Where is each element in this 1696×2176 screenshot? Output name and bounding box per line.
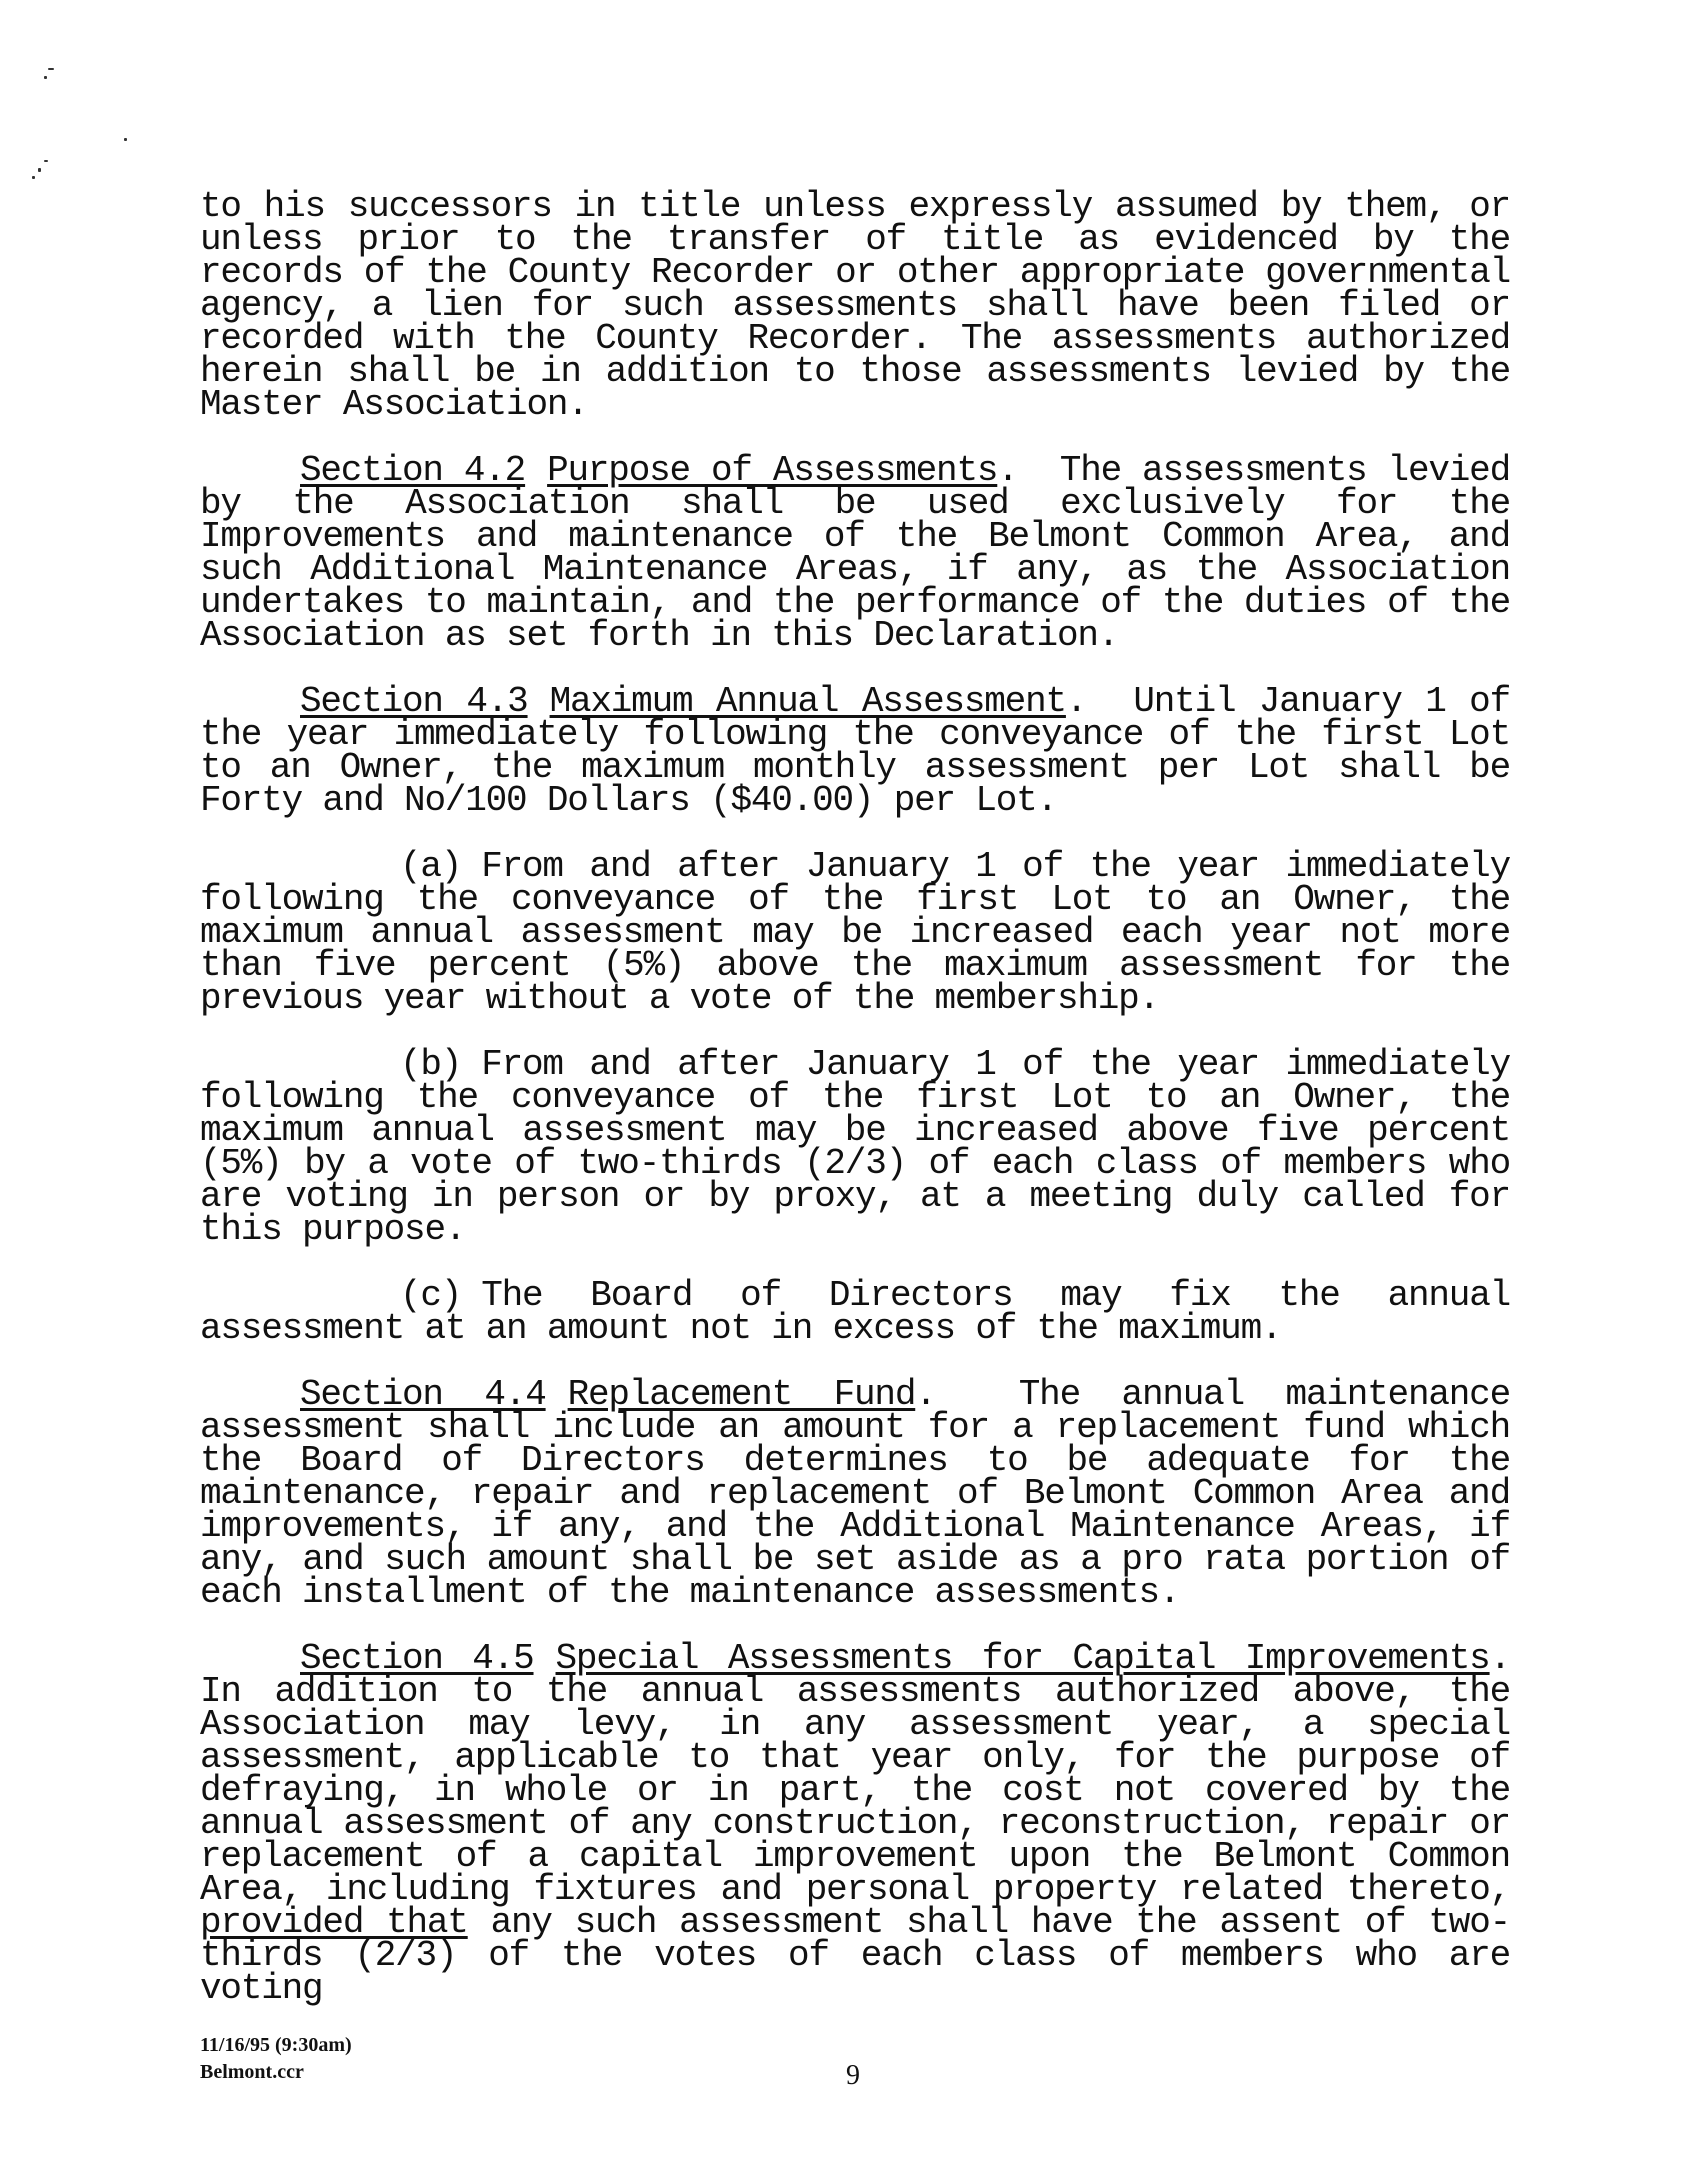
document-body [200,186,1511,2038]
section-number: Section 4.3 [300,681,528,722]
section-number: Section 4.4 [300,1374,546,1415]
subsection-label: (a) [400,846,462,887]
document-footer [200,2032,352,2086]
scan-speck [44,160,48,162]
section-title: Purpose of Assessments [547,450,998,491]
section-4-2: Section 4.2 Purpose of Assessments. The assessments levied by the Association shall be used exclusively for the Improvements and maintenance of the Belmont Common Area, and such Additional Maintenance Areas, if any, as the Association undertakes to maintain, and the performance of the duties of the Association as set forth in this Declaration. [200,450,1510,656]
section-text: Until January 1 of the year immediately following the conveyance of the first Lot to an Owner, the maximum monthly assessment per Lot shall be Forty and No/100 Dollars ($40.00) per Lot. [200,681,1510,821]
scan-speck [48,68,54,70]
section-text: The annual maintenance assessment shall include an amount for a replacement fund which the Board of Directors determines to be adequate for the maintenance, repair and replacement of Belmont Common Area and improvements, if any, and the Additional Maintenance Areas, if any, and such amount shall be set aside as a pro rata portion of each installment of the maintenance assessments. [200,1374,1510,1613]
footer-date: 11/16/95 (9:30am) [200,2034,352,2056]
footer-filename: Belmont.ccr [200,2061,304,2083]
subsection-label: (c) [400,1275,462,1316]
intro-text: to his successors in title unless expressly assumed by them, or unless prior to the transfer of title as evidenced by the records of the County Recorder or other appropriate governmental agency, a lien for such assessments shall have been filed or recorded with the County Recorder. The assessments authorized herein shall be in addition to those assessments levied by the Master Association. [200,186,1510,425]
scan-speck [32,176,35,179]
subsection-text: From and after January 1 of the year immediately following the conveyance of the first Lot to an Owner, the maximum annual assessment may be increased above five percent (5%) by a vote of two-thirds (2/3) of each class of members who are voting in person or by proxy, at a meeting duly called for this purpose. [200,1044,1510,1250]
section-text-continued: any such assessment shall have the assent of two-thirds (2/3) of the votes of each class of members who are voting [200,1902,1511,2009]
section-4-4: Section 4.4 Replacement Fund. The annual maintenance assessment shall include an amount for a replacement fund which the Board of Directors determines to be adequate for the maintenance, repair and replacement of Belmont Common Area and improvements, if any, and the Additional Maintenance Areas, if any, and such amount shall be set aside as a pro rata portion of each installment of the maintenance assessments. [200,1374,1510,1613]
section-number: Section 4.5 [300,1638,534,1679]
subsection-b [200,1044,1510,1250]
underlined-phrase: provided that [200,1902,468,1943]
scan-speck [38,168,41,172]
subsection-text: The Board of Directors may fix the annual assessment at an amount not in excess of the maximum. [200,1275,1510,1349]
section-title: Special Assessments for Capital Improvements [555,1638,1490,1679]
scan-speck [44,76,47,79]
section-4-5: Section 4.5 Special Assessments for Capital Improvements. In addition to the annual assessments authorized above, the Association may levy, in any assessment year, a special assessment, applicable to that year only, for the purpose of defraying, in whole or in part, the cost not covered by the annual assessment of any construction, reconstruction, repair or replacement of a capital improvement upon the Belmont Common Area, including fixtures and personal property related thereto, provided that any such assessment shall have the assent of two-thirds (2/3) of the votes of each class of members who are voting [200,1638,1511,2009]
subsection-label: (b) [400,1044,462,1085]
section-title: Replacement Fund [567,1374,916,1415]
section-number: Section 4.2 [300,450,526,491]
scan-speck [124,138,127,141]
section-text: In addition to the annual assessments authorized above, the Association may levy, in any assessment year, a special assessment, applicable to that year only, for the purpose of defraying, in whole or in part, the cost not covered by the annual assessment of any construction, reconstruction, repair or replacement of a capital improvement upon the Belmont Common Area, including fixtures and personal property related thereto, [200,1671,1510,1910]
subsection-text: From and after January 1 of the year immediately following the conveyance of the first Lot to an Owner, the maximum annual assessment may be increased each year not more than five percent (5%) above the maximum assessment for the previous year without a vote of the membership. [200,846,1510,1019]
subsection-c [200,1275,1510,1349]
subsection-a [200,846,1510,1019]
section-text: The assessments levied by the Association shall be used exclusively for the Improvements and maintenance of the Belmont Common Area, and such Additional Maintenance Areas, if any, as the Association undertakes to maintain, and the performance of the duties of the Association as set forth in this Declaration. [200,450,1510,656]
page-number: 9 [846,2060,860,2091]
section-4-3: Section 4.3 Maximum Annual Assessment. Until January 1 of the year immediately following the conveyance of the first Lot to an Owner, the maximum monthly assessment per Lot shall be Forty and No/100 Dollars ($40.00) per Lot. [200,681,1510,821]
section-title: Maximum Annual Assessment [549,681,1066,722]
intro-paragraph [200,186,1510,425]
